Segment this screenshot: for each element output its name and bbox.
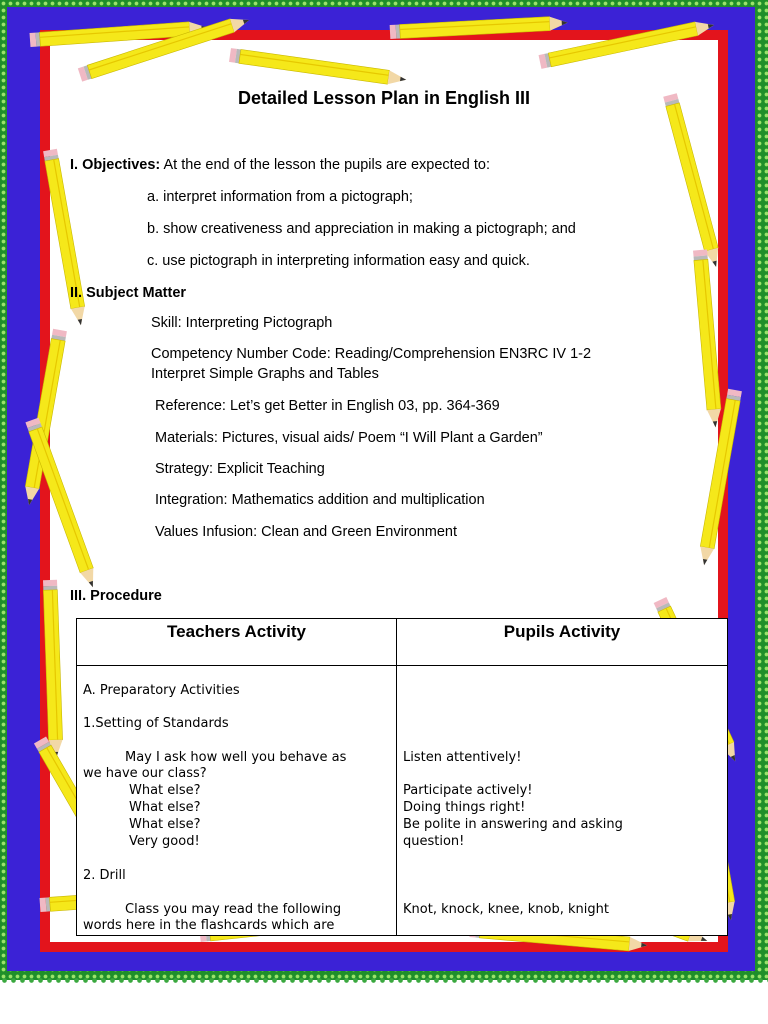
teacher-what-else-1: What else? — [129, 783, 201, 798]
objectives-intro: At the end of the lesson the pupils are expected to: — [163, 157, 490, 173]
values-line: Values Infusion: Clean and Green Environment — [155, 524, 457, 540]
competency-line-2: Interpret Simple Graphs and Tables — [151, 366, 379, 382]
teacher-very-good: Very good! — [129, 834, 200, 849]
pupil-polite-line1: Be polite in answering and asking — [403, 817, 623, 832]
table-header-divider — [77, 665, 727, 666]
teacher-what-else-2: What else? — [129, 800, 201, 815]
competency-line: Competency Number Code: Reading/Comprehension EN3RC IV 1-2 — [151, 346, 592, 362]
teacher-class-line1: Class you may read the following — [125, 902, 342, 917]
procedure-table — [76, 618, 728, 936]
materials-line: Materials: Pictures, visual aids/ Poem “I Will Plant a Garden” — [155, 430, 543, 446]
objective-item-b: b. show creativeness and appreciation in making a pictograph; and — [147, 221, 576, 237]
table-column-divider — [396, 619, 397, 935]
teacher-standards: 1.Setting of Standards — [83, 716, 229, 731]
teacher-what-else-3: What else? — [129, 817, 201, 832]
pupil-participate: Participate actively! — [403, 783, 533, 798]
header-pupils-activity: Pupils Activity — [503, 622, 621, 641]
header-teachers-activity: Teachers Activity — [167, 622, 306, 641]
pupil-polite-line2: question! — [403, 834, 465, 849]
objectives-heading: I. Objectives: — [70, 157, 161, 173]
objective-item-a: a. interpret information from a pictograph; — [147, 189, 413, 205]
objectives-line — [70, 157, 490, 173]
pupil-words: Knot, knock, knee, knob, knight — [403, 902, 609, 917]
strategy-line: Strategy: Explicit Teaching — [155, 461, 325, 477]
procedure-heading: III. Procedure — [70, 588, 162, 604]
pupil-listen: Listen attentively! — [403, 750, 522, 765]
teacher-ask-line1: May I ask how well you behave as — [125, 750, 347, 765]
document-title: Detailed Lesson Plan in English III — [237, 88, 531, 108]
teacher-drill: 2. Drill — [83, 868, 126, 883]
teacher-class-line2: words here in the flashcards which are — [83, 918, 335, 933]
skill-line: Skill: Interpreting Pictograph — [151, 315, 333, 331]
pupil-doing: Doing things right! — [403, 800, 526, 815]
integration-line: Integration: Mathematics addition and multiplication — [155, 492, 485, 508]
reference-line: Reference: Let’s get Better in English 03, pp. 364-369 — [155, 398, 500, 414]
objective-item-c: c. use pictograph in interpreting information easy and quick. — [147, 253, 530, 269]
subject-matter-heading: II. Subject Matter — [70, 285, 187, 301]
teacher-ask-line2: we have our class? — [83, 766, 207, 781]
teacher-preparatory: A. Preparatory Activities — [83, 683, 240, 698]
